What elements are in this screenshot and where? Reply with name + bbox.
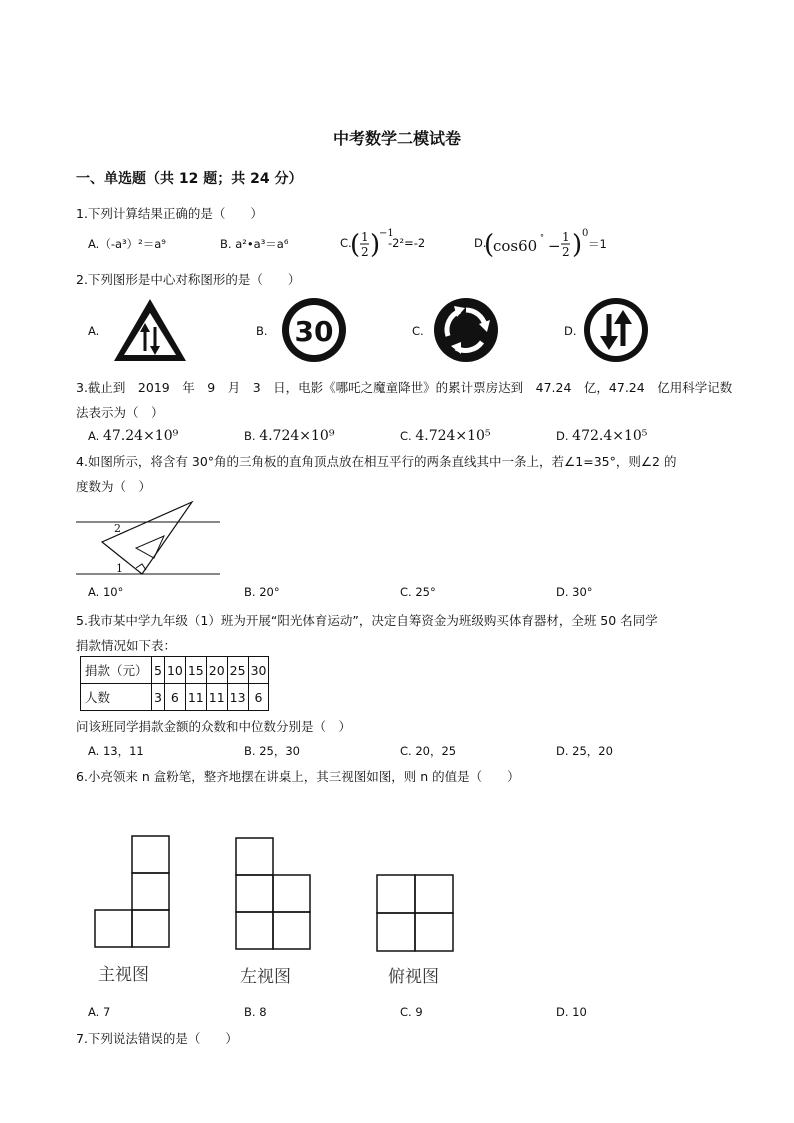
q4-option-b: B. 20° [244,585,280,599]
q6-option-a: A. 7 [88,1005,111,1019]
left-view-figure [234,836,312,952]
question-5-sub-question: 问该班同学捐款金额的众数和中位数分别是（ ） [76,719,352,734]
roundabout-sign-icon [432,296,500,364]
q6-option-d: D. 10 [556,1005,587,1019]
q3-option-d-label: D. [556,429,569,443]
q2-option-d: D. [564,324,577,338]
q3-option-d [556,428,647,444]
table-cell: 11 [185,684,206,711]
question-4-stem-line2: 度数为（ ） [76,479,152,494]
table-cell: 30 [248,657,269,684]
table-cell: 11 [206,684,227,711]
q1-option-d-formula [484,226,596,262]
table-row [81,657,269,684]
svg-text:cos60: cos60 [493,237,538,255]
svg-text:1: 1 [361,230,369,244]
table-cell-text: 6 [170,689,179,705]
speed-limit-sign-icon [280,296,348,364]
table-cell: 25 [227,657,248,684]
q5-option-a: A. 13，11 [88,744,144,758]
q3-option-a-value: 47.24×10⁹ [102,428,179,444]
q2-option-c: C. [412,324,424,338]
table-cell: 3 [152,684,165,711]
table-cell: 人数 [81,684,152,711]
q2-option-a: A. [88,324,100,338]
page-title: 中考数学二模试卷 [332,129,461,148]
question-3-stem-line2: 法表示为（ ） [76,405,164,420]
q3-option-a-label: A. [88,429,100,443]
svg-text:): ) [370,230,381,260]
q3-option-d-value: 472.4×10⁵ [572,428,648,444]
q4-option-c: C. 25° [400,585,436,599]
top-view-label: 俯视图 [388,967,439,987]
svg-text:0: 0 [582,228,589,239]
q3-option-c [400,428,491,444]
top-view-figure [374,873,456,953]
svg-text:1: 1 [562,230,570,244]
svg-text:2: 2 [361,245,369,259]
svg-text:(: ( [484,230,495,260]
q4-option-d: D. 30° [556,585,593,599]
q1-option-c-label: C. [340,236,352,250]
q3-option-a [88,428,178,444]
table-cell [164,684,185,711]
table-cell: 6 [248,684,269,711]
svg-text:(: ( [350,230,361,260]
table-cell: 20 [206,657,227,684]
question-6-stem: 6.小亮领来 n 盒粉笔，整齐地摆在讲桌上，其三视图如图，则 n 的值是（ ） [76,769,520,784]
question-2-stem: 2.下列图形是中心对称图形的是（ ） [76,272,301,287]
table-cell: 13 [227,684,248,711]
q3-option-c-value: 4.724×10⁵ [415,428,491,444]
question-7-stem: 7.下列说法错误的是（ ） [76,1031,238,1046]
front-view-figure [92,834,172,950]
q3-option-b [244,428,334,444]
q1-option-a: A.（-a³）²＝a⁹ [88,237,166,251]
two-way-traffic-sign-icon [582,296,650,364]
svg-text:°: ° [540,233,544,242]
speed-limit-text: 30 [294,315,334,348]
front-view-label: 主视图 [98,965,149,985]
q5-option-d: D. 25，20 [556,744,613,758]
question-3-stem-line1: 3.截止到 2019 年 9 月 3 日，电影《哪吒之魔童降世》的累计票房达到 47.24 亿，47.24 亿用科学记数 [76,380,733,395]
q1-option-b: B. a²•a³＝a⁶ [220,237,289,251]
warning-triangle-sign-icon [110,295,190,365]
question-4-stem-line1: 4.如图所示，将含有 30°角的三角板的直角顶点放在相互平行的两条直线其中一条上，若∠1=35°，则∠2 的 [76,454,677,469]
q3-option-c-label: C. [400,429,412,443]
parallel-lines-triangle-figure [74,498,224,580]
q1-option-c-tail: -2²=-2 [388,236,426,250]
left-view-label: 左视图 [240,967,291,987]
table-cell: 捐款（元） [81,657,152,684]
svg-text:2: 2 [562,245,570,259]
q3-option-b-label: B. [244,429,256,443]
table-row [81,684,269,711]
angle-2-label: 2 [114,522,121,535]
question-5-stem-line2: 捐款情况如下表： [76,638,177,653]
q6-option-c: C. 9 [400,1005,423,1019]
svg-text:−: − [548,237,561,255]
q1-option-d-tail: ＝1 [588,237,607,251]
svg-text:): ) [572,230,583,260]
q4-option-a: A. 10° [88,585,124,599]
q5-option-c: C. 20，25 [400,744,457,758]
q1-option-c-formula [350,226,392,262]
donation-table [80,656,269,711]
question-5-stem-line1: 5.我市某中学九年级（1）班为开展“阳光体育运动”，决定自筹资金为班级购买体育器材，全班 50 名同学 [76,613,658,628]
q6-option-b: B. 8 [244,1005,267,1019]
table-cell: 10 [164,657,185,684]
q3-option-b-value: 4.724×10⁹ [259,428,335,444]
table-cell: 15 [185,657,206,684]
svg-text:−1: −1 [379,228,394,239]
q2-option-b: B. [256,324,268,338]
question-1-stem: 1.下列计算结果正确的是（ ） [76,206,263,221]
angle-1-label: 1 [116,562,123,575]
q1-option-d-label: D. [474,236,487,250]
table-cell: 5 [152,657,165,684]
q5-option-b: B. 25，30 [244,744,300,758]
section-heading: 一、单选题（共 12 题；共 24 分） [76,171,303,187]
